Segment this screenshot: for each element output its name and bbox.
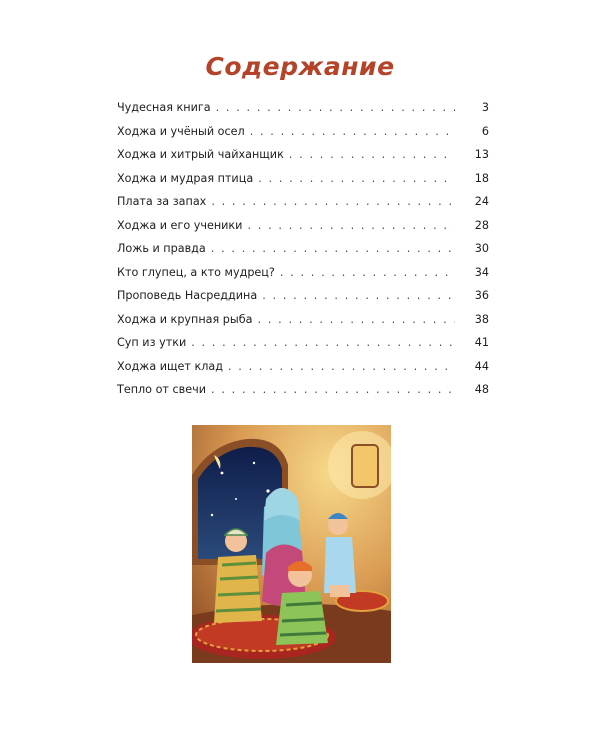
toc-entry[interactable] [117, 195, 489, 219]
dot-leader [228, 360, 455, 373]
toc-entry-page: 41 [474, 336, 489, 349]
illustration-drawing [192, 425, 391, 663]
toc-entry[interactable] [117, 219, 489, 243]
toc-entry-page: 36 [474, 289, 489, 302]
toc-entry-title: Ходжа и хитрый чайханщик [117, 148, 284, 161]
dot-leader [191, 336, 455, 349]
toc-entry-page: 34 [474, 265, 489, 279]
dot-leader [262, 289, 455, 302]
dot-leader [211, 242, 455, 255]
dot-leader [280, 266, 455, 279]
toc-entry-page: 18 [474, 171, 489, 185]
toc-entry[interactable] [117, 336, 489, 360]
toc-entry[interactable] [117, 313, 489, 337]
toc-entry-title: Ложь и правда [117, 242, 206, 255]
toc-entry[interactable] [117, 242, 489, 266]
toc-entry[interactable] [117, 172, 489, 196]
toc-entry-title: Проповедь Насреддина [117, 289, 258, 302]
dot-leader [258, 313, 455, 326]
toc-entry-title: Ходжа и учёный осел [117, 124, 245, 138]
toc-entry-page: 48 [474, 383, 489, 396]
toc-entry-title: Ходжа ищет клад [117, 359, 223, 373]
toc-entry-title: Ходжа и мудрая птица [117, 171, 254, 185]
toc-entry-page: 38 [474, 312, 489, 326]
dot-leader [258, 172, 455, 185]
toc-entry[interactable] [117, 266, 489, 290]
toc-entry[interactable] [117, 289, 489, 313]
dot-leader [250, 125, 455, 138]
toc-entry-page: 28 [474, 218, 489, 232]
dot-leader [211, 383, 455, 396]
page-title: Содержание [205, 52, 395, 81]
toc-entry[interactable] [117, 360, 489, 384]
toc-entry-page: 24 [474, 195, 489, 208]
toc-entry-page: 30 [474, 242, 489, 255]
dot-leader [216, 101, 455, 114]
toc-entry[interactable] [117, 125, 489, 149]
toc-entry[interactable] [117, 383, 489, 407]
toc-entry[interactable] [117, 148, 489, 172]
dot-leader [247, 219, 455, 232]
toc-entry-title: Суп из утки [117, 336, 187, 349]
toc-entry-title: Кто глупец, а кто мудрец? [117, 265, 275, 279]
toc-entry-title: Чудесная книга [117, 101, 211, 114]
toc-entry-title: Ходжа и крупная рыба [117, 312, 253, 326]
table-of-contents [117, 101, 489, 407]
toc-entry-page: 44 [474, 359, 489, 373]
toc-entry-title: Плата за запах [117, 195, 207, 208]
dot-leader [211, 195, 455, 208]
story-illustration [192, 425, 391, 663]
toc-entry-page: 13 [474, 148, 489, 161]
toc-entry-page: 3 [481, 101, 489, 114]
toc-entry[interactable] [117, 101, 489, 125]
toc-entry-title: Тепло от свечи [117, 383, 207, 396]
toc-entry-title: Ходжа и его ученики [117, 218, 243, 232]
dot-leader [289, 148, 455, 161]
toc-entry-page: 6 [481, 124, 489, 138]
